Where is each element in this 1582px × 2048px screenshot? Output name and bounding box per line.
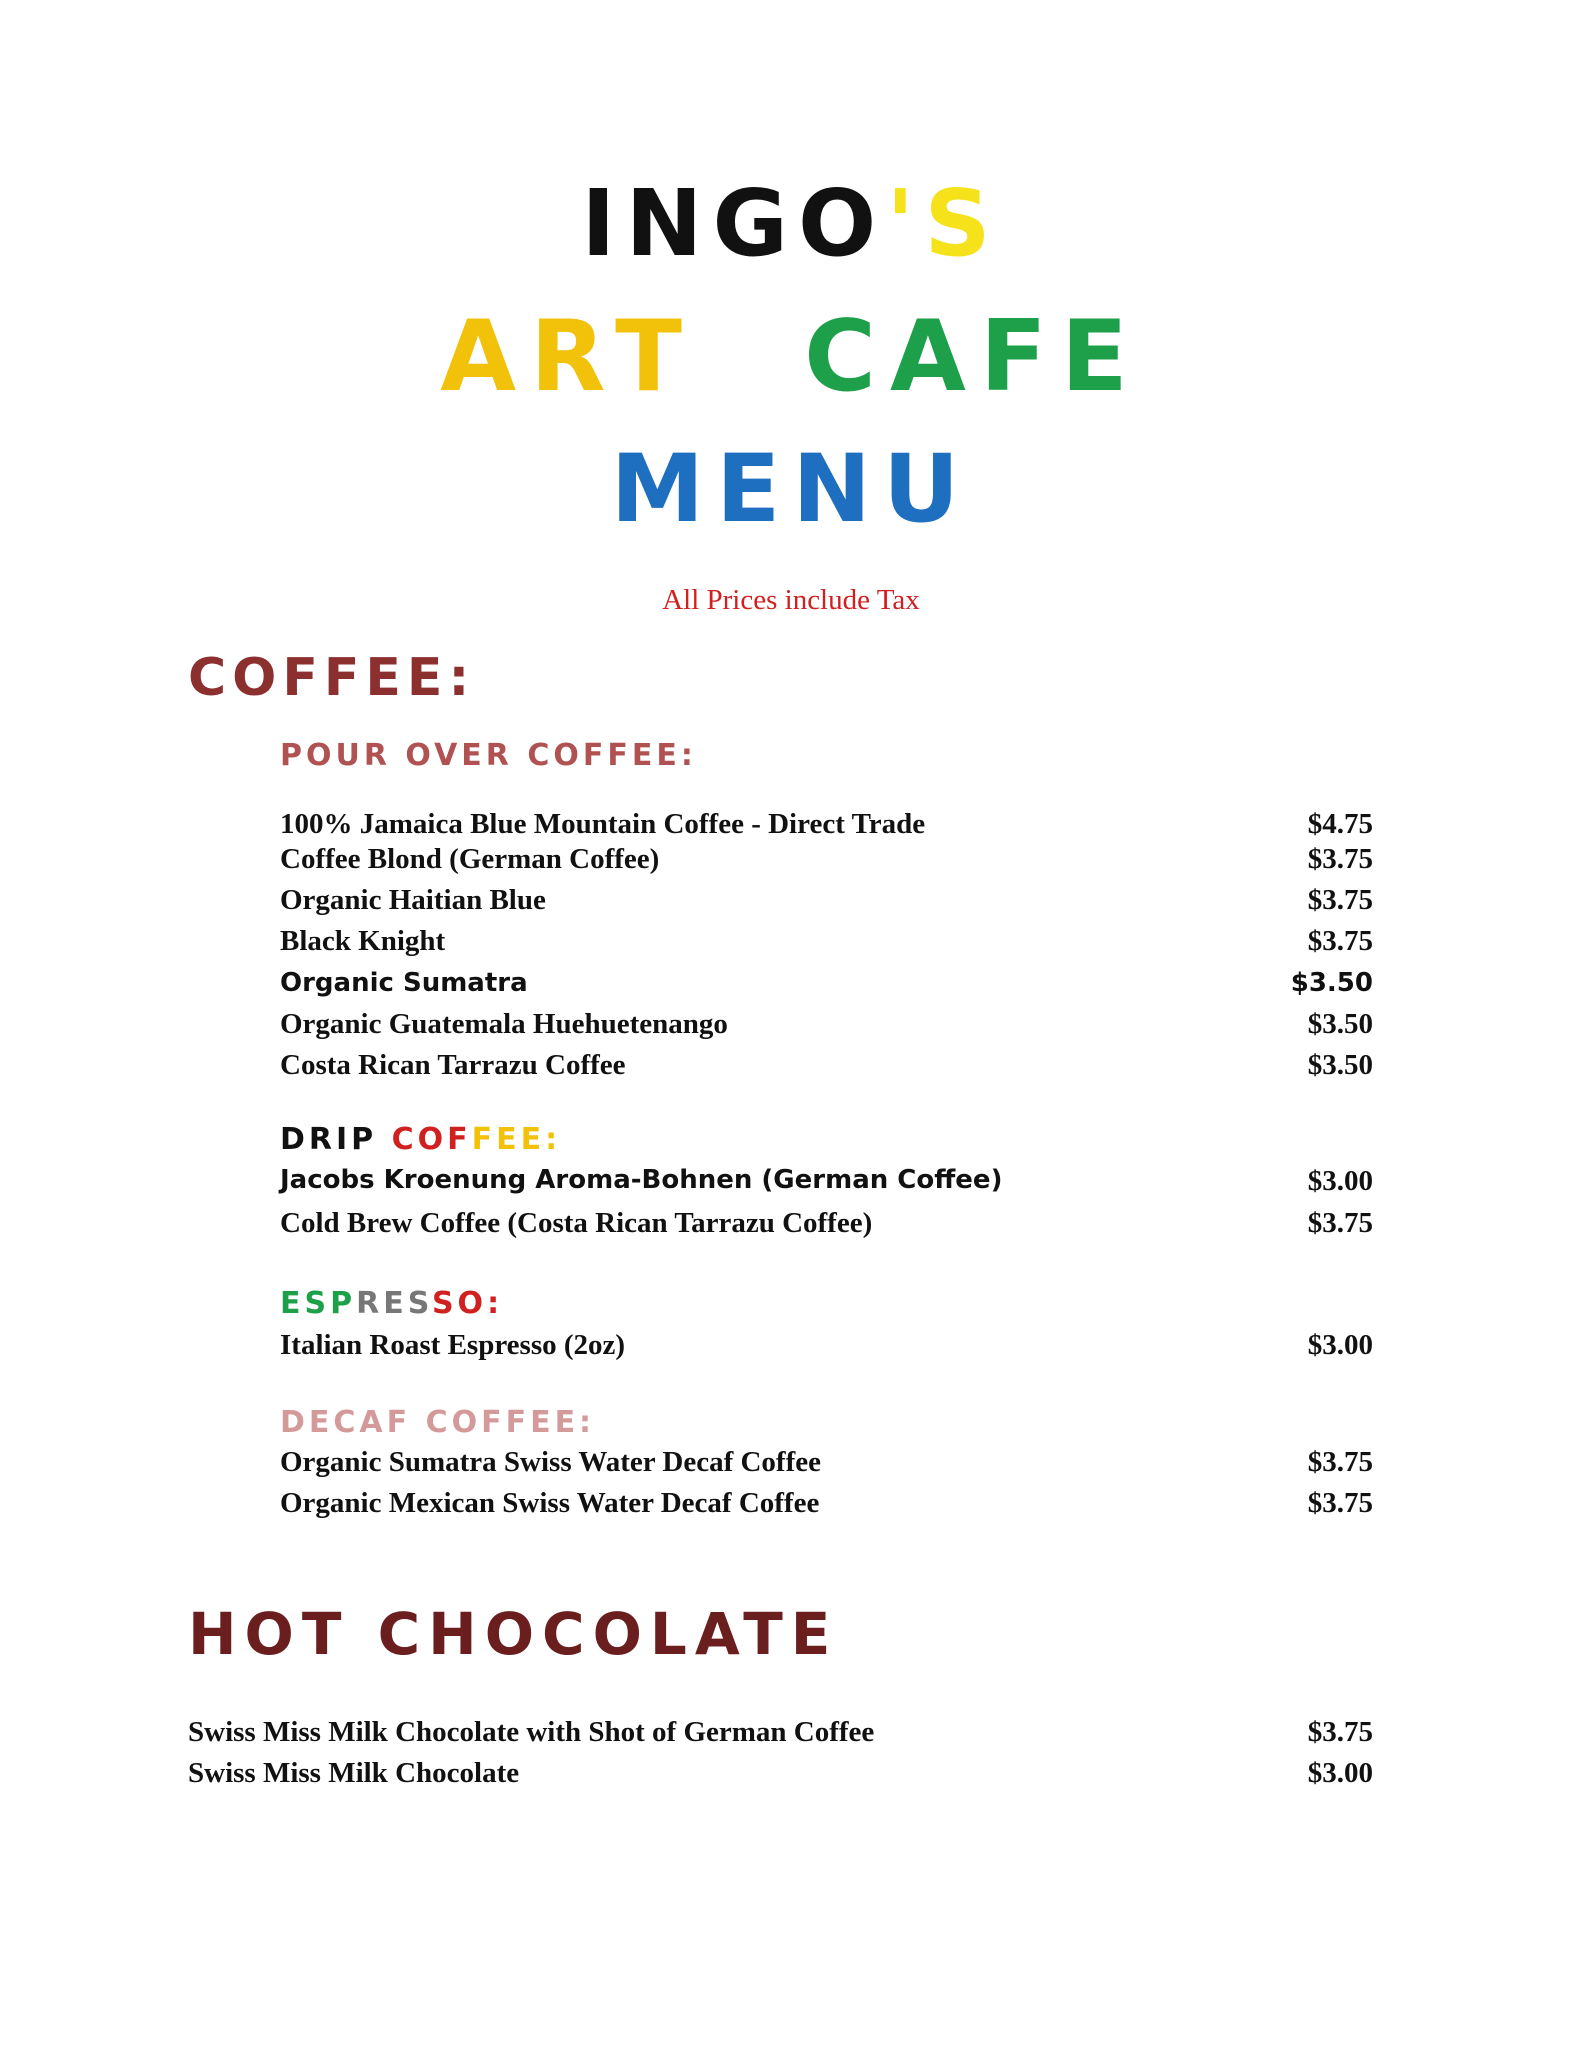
menu-item: [280, 1487, 1373, 1527]
drip-heading-part2: COF: [391, 1122, 472, 1157]
item-name: Jacobs Kroenung Aroma-Bohnen (German Coffee): [280, 1165, 1003, 1195]
title-ingo-word: INGO: [581, 170, 887, 277]
menu-item: [188, 1716, 1373, 1756]
item-price: $3.75: [1307, 1487, 1373, 1519]
item-name: Coffee Blond (German Coffee): [280, 843, 660, 875]
item-price: $3.50: [1307, 1049, 1373, 1081]
item-price: $3.75: [1307, 1716, 1373, 1748]
menu-item: [280, 843, 1373, 883]
menu-item: [280, 1165, 1373, 1205]
menu-item: [280, 1329, 1373, 1369]
item-name: Cold Brew Coffee (Costa Rican Tarrazu Coffee): [280, 1207, 873, 1239]
item-name: Organic Sumatra Swiss Water Decaf Coffee: [280, 1446, 821, 1478]
title-art-word: ART: [440, 300, 696, 414]
item-price: $3.00: [1307, 1757, 1373, 1789]
item-price: $3.75: [1307, 843, 1373, 875]
item-name: Organic Haitian Blue: [280, 884, 546, 916]
coffee-heading: COFFEE:: [188, 648, 476, 708]
menu-item: [280, 968, 1373, 1008]
item-name: Black Knight: [280, 925, 446, 957]
title-apostrophe-s: 'S: [886, 170, 1001, 277]
drip-heading-part1: DRIP: [280, 1122, 378, 1157]
drip-coffee-heading: [280, 1122, 561, 1157]
espresso-heading: [280, 1286, 503, 1321]
item-name: Organic Sumatra: [280, 968, 528, 998]
item-name: Swiss Miss Milk Chocolate: [188, 1757, 520, 1789]
espresso-heading-part1: ESP: [280, 1286, 357, 1321]
item-price: $3.00: [1307, 1329, 1373, 1361]
item-name: Swiss Miss Milk Chocolate with Shot of German Coffee: [188, 1716, 875, 1748]
item-name: Italian Roast Espresso (2oz): [280, 1329, 626, 1361]
tax-note: All Prices include Tax: [662, 584, 920, 616]
item-price: $3.75: [1307, 925, 1373, 957]
menu-item: [280, 1049, 1373, 1089]
decaf-heading: DECAF COFFEE:: [280, 1405, 596, 1440]
menu-item: [280, 884, 1373, 924]
hot-chocolate-heading: HOT CHOCOLATE: [188, 1600, 839, 1668]
pour-over-heading: POUR OVER COFFEE:: [280, 738, 697, 773]
item-name: 100% Jamaica Blue Mountain Coffee - Direct Trade: [280, 808, 926, 840]
title-menu-word: MENU: [610, 435, 972, 544]
menu-item: [280, 1207, 1373, 1247]
item-price: $3.75: [1307, 1207, 1373, 1239]
title-ingos: [0, 170, 1582, 277]
item-name: Organic Mexican Swiss Water Decaf Coffee: [280, 1487, 820, 1519]
item-name: Organic Guatemala Huehuetenango: [280, 1008, 728, 1040]
espresso-heading-part3: SO:: [431, 1286, 504, 1321]
menu-item: [280, 1446, 1373, 1486]
espresso-heading-part2: RES: [356, 1286, 432, 1321]
item-name: Costa Rican Tarrazu Coffee: [280, 1049, 626, 1081]
item-price: $3.75: [1307, 1446, 1373, 1478]
menu-item: [280, 808, 1373, 848]
item-price: $3.50: [1307, 1008, 1373, 1040]
item-price: $3.75: [1307, 884, 1373, 916]
drip-heading-part3: FEE:: [471, 1122, 562, 1157]
title-cafe-word: CAFE: [804, 300, 1142, 414]
title-menu: [0, 435, 1582, 544]
item-price: $3.50: [1290, 968, 1373, 998]
menu-item: [280, 1008, 1373, 1048]
menu-item: [280, 925, 1373, 965]
menu-item: [188, 1757, 1373, 1797]
item-price: $3.00: [1307, 1165, 1373, 1197]
title-art-cafe: [0, 300, 1582, 414]
item-price: $4.75: [1307, 808, 1373, 840]
